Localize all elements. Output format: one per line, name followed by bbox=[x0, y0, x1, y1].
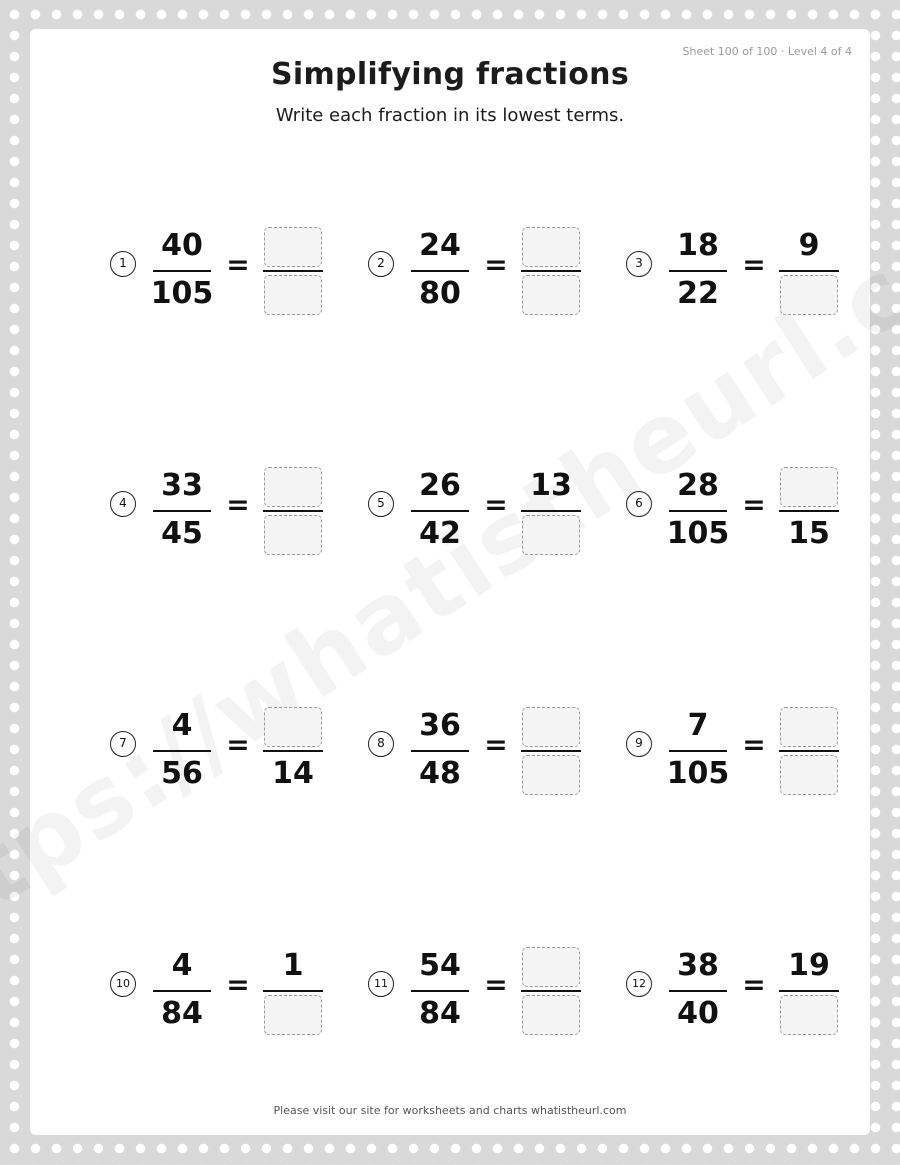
fraction-bar bbox=[153, 510, 211, 512]
answer-fraction bbox=[521, 453, 581, 553]
answer-denominator-box[interactable] bbox=[264, 515, 322, 555]
equals-sign: = bbox=[742, 728, 766, 761]
problem-item bbox=[601, 693, 831, 793]
equals-sign: = bbox=[226, 728, 250, 761]
answer-fraction-bar bbox=[521, 270, 581, 272]
denominator: 84 bbox=[419, 996, 461, 1031]
equals-sign: = bbox=[484, 248, 508, 281]
answer-fraction bbox=[263, 213, 323, 313]
problem-item bbox=[85, 693, 315, 793]
fraction-bar bbox=[669, 990, 727, 992]
problem-number: 9 bbox=[626, 731, 652, 757]
numerator: 28 bbox=[677, 468, 719, 503]
problem-item bbox=[85, 453, 315, 553]
denominator: 105 bbox=[666, 756, 730, 791]
denominator: 80 bbox=[419, 276, 461, 311]
answer-fraction-bar bbox=[779, 990, 839, 992]
denominator: 56 bbox=[161, 756, 203, 791]
given-fraction bbox=[669, 933, 727, 1033]
answer-numerator: 9 bbox=[798, 228, 820, 263]
problem-number: 7 bbox=[110, 731, 136, 757]
fraction-bar bbox=[669, 750, 727, 752]
problem-number: 6 bbox=[626, 491, 652, 517]
problem-number: 12 bbox=[626, 971, 652, 997]
answer-fraction bbox=[521, 933, 581, 1033]
problem-number: 5 bbox=[368, 491, 394, 517]
given-fraction bbox=[411, 453, 469, 553]
equals-sign: = bbox=[226, 488, 250, 521]
answer-fraction bbox=[521, 693, 581, 793]
denominator: 84 bbox=[161, 996, 203, 1031]
page-subtitle: Write each fraction in its lowest terms. bbox=[275, 105, 625, 126]
problem-number: 10 bbox=[110, 971, 136, 997]
problem-number: 4 bbox=[110, 491, 136, 517]
given-fraction bbox=[150, 213, 214, 313]
worksheet-page bbox=[30, 29, 870, 1135]
answer-fraction-bar bbox=[263, 510, 323, 512]
answer-fraction-bar bbox=[521, 750, 581, 752]
denominator: 105 bbox=[666, 516, 730, 551]
problem-item bbox=[343, 213, 573, 313]
answer-denominator-box[interactable] bbox=[522, 515, 580, 555]
answer-numerator-box[interactable] bbox=[780, 467, 838, 507]
fraction-bar bbox=[411, 270, 469, 272]
answer-numerator: 13 bbox=[530, 468, 572, 503]
answer-denominator-box[interactable] bbox=[522, 755, 580, 795]
denominator: 48 bbox=[419, 756, 461, 791]
denominator: 22 bbox=[677, 276, 719, 311]
denominator: 45 bbox=[161, 516, 203, 551]
answer-fraction-bar bbox=[779, 750, 839, 752]
problem-item bbox=[343, 693, 573, 793]
answer-denominator-box[interactable] bbox=[522, 995, 580, 1035]
given-fraction bbox=[666, 693, 730, 793]
given-fraction bbox=[669, 213, 727, 313]
problem-item bbox=[343, 453, 573, 553]
problem-item bbox=[601, 213, 831, 313]
problem-number: 3 bbox=[626, 251, 652, 277]
denominator: 40 bbox=[677, 996, 719, 1031]
fraction-bar bbox=[411, 990, 469, 992]
answer-numerator-box[interactable] bbox=[264, 707, 322, 747]
problem-number: 1 bbox=[110, 251, 136, 277]
given-fraction bbox=[411, 933, 469, 1033]
answer-numerator-box[interactable] bbox=[264, 467, 322, 507]
answer-denominator: 14 bbox=[272, 756, 314, 791]
answer-fraction-bar bbox=[521, 510, 581, 512]
given-fraction bbox=[411, 693, 469, 793]
answer-fraction-bar bbox=[521, 990, 581, 992]
answer-fraction bbox=[263, 933, 323, 1033]
numerator: 26 bbox=[419, 468, 461, 503]
equals-sign: = bbox=[742, 968, 766, 1001]
fraction-bar bbox=[411, 750, 469, 752]
problem-number: 2 bbox=[368, 251, 394, 277]
equals-sign: = bbox=[484, 968, 508, 1001]
answer-fraction bbox=[263, 693, 323, 793]
answer-numerator-box[interactable] bbox=[522, 947, 580, 987]
problem-number: 8 bbox=[368, 731, 394, 757]
answer-fraction bbox=[521, 213, 581, 313]
answer-numerator: 1 bbox=[282, 948, 304, 983]
problem-item bbox=[601, 453, 831, 553]
equals-sign: = bbox=[742, 488, 766, 521]
answer-fraction bbox=[779, 453, 839, 553]
given-fraction bbox=[153, 933, 211, 1033]
numerator: 18 bbox=[677, 228, 719, 263]
sheet-meta: Sheet 100 of 100 · Level 4 of 4 bbox=[682, 45, 852, 58]
problem-item bbox=[85, 213, 315, 313]
numerator: 36 bbox=[419, 708, 461, 743]
answer-numerator-box[interactable] bbox=[264, 227, 322, 267]
answer-denominator-box[interactable] bbox=[522, 275, 580, 315]
answer-fraction bbox=[779, 213, 839, 313]
answer-fraction-bar bbox=[263, 990, 323, 992]
given-fraction bbox=[411, 213, 469, 313]
answer-fraction-bar bbox=[263, 270, 323, 272]
equals-sign: = bbox=[484, 728, 508, 761]
answer-numerator-box[interactable] bbox=[522, 227, 580, 267]
numerator: 54 bbox=[419, 948, 461, 983]
equals-sign: = bbox=[226, 248, 250, 281]
problem-number: 11 bbox=[368, 971, 394, 997]
page-title: Simplifying fractions bbox=[271, 57, 629, 92]
answer-denominator-box[interactable] bbox=[780, 755, 838, 795]
given-fraction bbox=[153, 693, 211, 793]
given-fraction bbox=[666, 453, 730, 553]
answer-denominator-box[interactable] bbox=[264, 275, 322, 315]
fraction-bar bbox=[669, 270, 727, 272]
answer-denominator-box[interactable] bbox=[780, 995, 838, 1035]
answer-fraction-bar bbox=[779, 510, 839, 512]
problem-item bbox=[85, 933, 315, 1033]
denominator: 42 bbox=[419, 516, 461, 551]
answer-numerator: 19 bbox=[788, 948, 830, 983]
fraction-bar bbox=[411, 510, 469, 512]
fraction-bar bbox=[153, 990, 211, 992]
fraction-bar bbox=[153, 750, 211, 752]
numerator: 38 bbox=[677, 948, 719, 983]
answer-denominator: 15 bbox=[788, 516, 830, 551]
answer-fraction bbox=[779, 693, 839, 793]
footer-note: Please visit our site for worksheets and charts whatistheurl.com bbox=[273, 1104, 627, 1117]
equals-sign: = bbox=[226, 968, 250, 1001]
answer-denominator-box[interactable] bbox=[780, 275, 838, 315]
numerator: 33 bbox=[161, 468, 203, 503]
numerator: 40 bbox=[161, 228, 203, 263]
problem-grid bbox=[30, 29, 870, 1135]
numerator: 4 bbox=[171, 708, 193, 743]
numerator: 7 bbox=[687, 708, 709, 743]
numerator: 4 bbox=[171, 948, 193, 983]
fraction-bar bbox=[669, 510, 727, 512]
denominator: 105 bbox=[150, 276, 214, 311]
answer-numerator-box[interactable] bbox=[780, 707, 838, 747]
fraction-bar bbox=[153, 270, 211, 272]
problem-item bbox=[343, 933, 573, 1033]
numerator: 24 bbox=[419, 228, 461, 263]
equals-sign: = bbox=[742, 248, 766, 281]
problem-item bbox=[601, 933, 831, 1033]
given-fraction bbox=[153, 453, 211, 553]
answer-fraction-bar bbox=[263, 750, 323, 752]
equals-sign: = bbox=[484, 488, 508, 521]
answer-denominator-box[interactable] bbox=[264, 995, 322, 1035]
answer-fraction-bar bbox=[779, 270, 839, 272]
answer-numerator-box[interactable] bbox=[522, 707, 580, 747]
answer-fraction bbox=[263, 453, 323, 553]
answer-fraction bbox=[779, 933, 839, 1033]
